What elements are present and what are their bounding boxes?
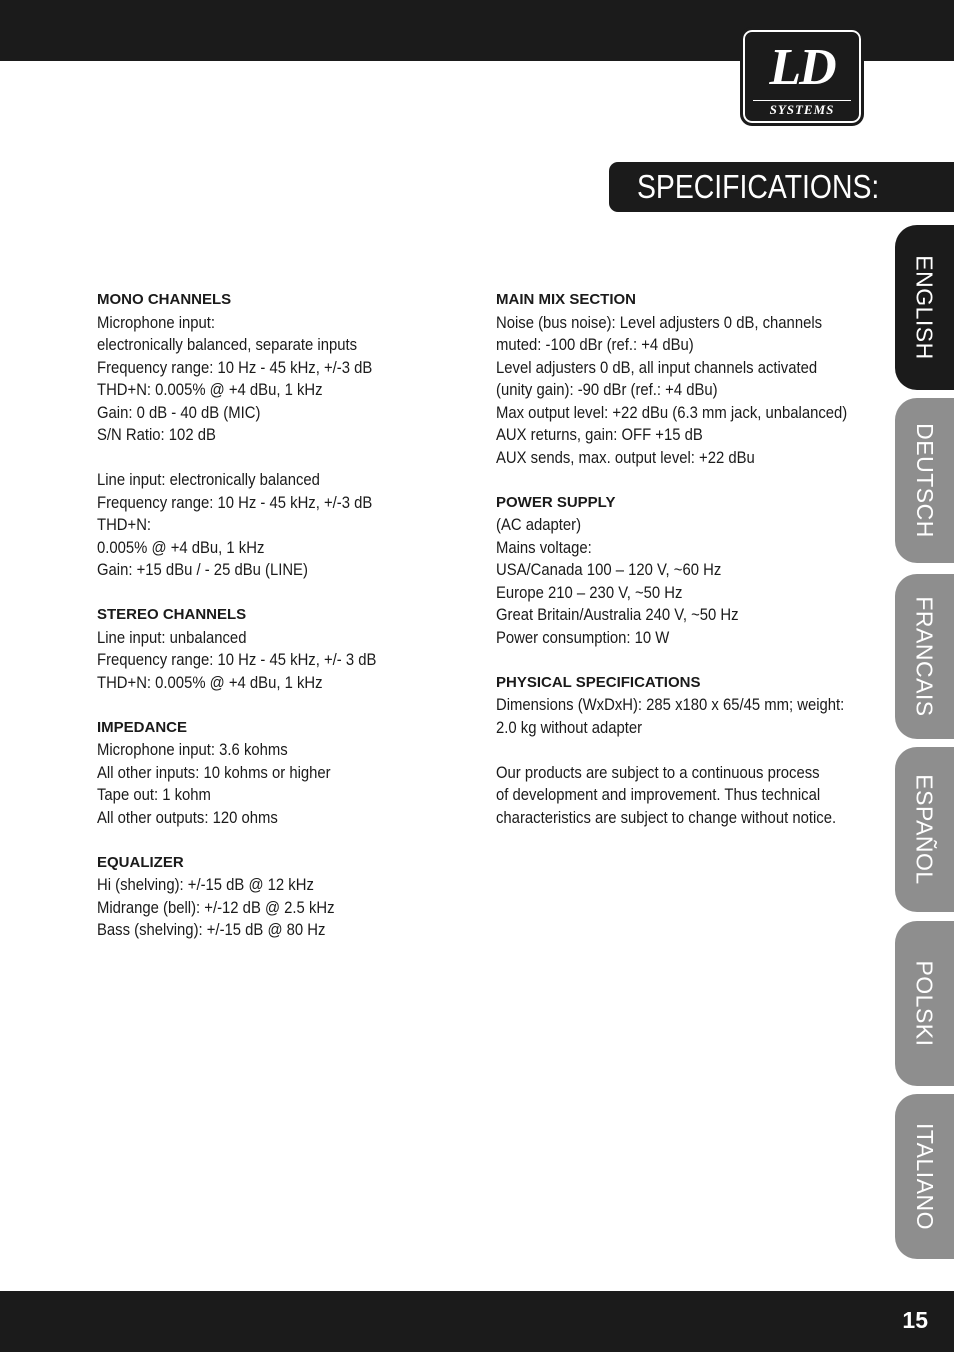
- spec-block: [97, 289, 467, 447]
- spec-line: Microphone input: 3.6 kohms: [97, 741, 288, 759]
- spec-line: Bass (shelving): +/-15 dB @ 80 Hz: [97, 921, 326, 939]
- spec-block-title: EQUALIZER: [97, 853, 184, 871]
- right-spec-column: [496, 289, 876, 852]
- spec-line: S/N Ratio: 102 dB: [97, 426, 216, 444]
- logo-mark: LD: [769, 39, 835, 96]
- spec-line: Mains voltage:: [496, 538, 592, 557]
- tab-label: ENGLISH: [912, 255, 939, 360]
- spec-block: [496, 672, 876, 740]
- spec-line: Level adjusters 0 dB, all input channels activated: [496, 358, 818, 377]
- spec-line: (AC adapter): [496, 516, 582, 534]
- spec-block: [97, 469, 467, 582]
- spec-line: Frequency range: 10 Hz - 45 kHz, +/-3 dB: [97, 493, 373, 512]
- spec-line: Line input: electronically balanced: [97, 471, 320, 489]
- page-number: 15: [902, 1307, 928, 1333]
- spec-block-title: MAIN MIX SECTION: [496, 291, 637, 308]
- spec-block: [496, 492, 876, 650]
- spec-block: [97, 852, 467, 942]
- spec-block: [496, 289, 876, 469]
- tab-italiano[interactable]: [895, 1094, 954, 1259]
- tab-deutsch[interactable]: [895, 398, 954, 563]
- logo-subtitle: SYSTEMS: [753, 100, 851, 118]
- spec-line: THD+N: 0.005% @ +4 dBu, 1 kHz: [97, 381, 323, 399]
- spec-block-title: MONO CHANNELS: [97, 291, 232, 308]
- tab-label: POLSKI: [912, 960, 939, 1047]
- spec-line: Gain: +15 dBu / - 25 dBu (LINE): [97, 561, 308, 579]
- bottom-bar: [0, 1291, 954, 1352]
- spec-line: Microphone input:: [97, 313, 216, 332]
- spec-line: Hi (shelving): +/-15 dB @ 12 kHz: [97, 876, 314, 894]
- spec-line: AUX returns, gain: OFF +15 dB: [496, 426, 703, 444]
- tab-english[interactable]: [895, 225, 954, 390]
- spec-line: THD+N: 0.005% @ +4 dBu, 1 kHz: [97, 673, 323, 692]
- spec-line: (unity gain): -90 dBr (ref.: +4 dBu): [496, 381, 718, 399]
- spec-line: of development and improvement. Thus technical: [496, 786, 821, 804]
- spec-line: Power consumption: 10 W: [496, 628, 670, 647]
- tab-espanol[interactable]: [895, 747, 954, 912]
- spec-line: Tape out: 1 kohm: [97, 786, 211, 804]
- spec-line: 2.0 kg without adapter: [496, 718, 643, 737]
- spec-line: Great Britain/Australia 240 V, ~50 Hz: [496, 606, 739, 624]
- spec-line: All other outputs: 120 ohms: [97, 808, 278, 827]
- spec-block: [496, 762, 876, 830]
- spec-block: [97, 604, 467, 694]
- spec-block: [97, 717, 467, 830]
- tab-label: DEUTSCH: [912, 423, 939, 538]
- tab-label: ESPAÑOL: [912, 774, 939, 885]
- spec-line: Line input: unbalanced: [97, 628, 247, 647]
- spec-line: THD+N:: [97, 516, 152, 534]
- spec-line: Europe 210 – 230 V, ~50 Hz: [496, 583, 683, 602]
- spec-line: Our products are subject to a continuous process: [496, 763, 820, 782]
- spec-line: AUX sends, max. output level: +22 dBu: [496, 448, 755, 467]
- spec-block-title: IMPEDANCE: [97, 718, 188, 736]
- section-heading: [609, 162, 954, 212]
- left-spec-column: [97, 289, 467, 964]
- spec-line: Frequency range: 10 Hz - 45 kHz, +/- 3 dB: [97, 651, 377, 669]
- tab-label: FRANCAIS: [912, 596, 939, 717]
- spec-line: characteristics are subject to change without notice.: [496, 808, 837, 827]
- spec-line: All other inputs: 10 kohms or higher: [97, 763, 331, 782]
- spec-line: Noise (bus noise): Level adjusters 0 dB, channels: [496, 313, 823, 332]
- spec-line: Midrange (bell): +/-12 dB @ 2.5 kHz: [97, 898, 335, 917]
- ld-systems-logo: [740, 27, 864, 126]
- spec-line: Gain: 0 dB - 40 dB (MIC): [97, 403, 261, 422]
- spec-line: Dimensions (WxDxH): 285 x180 x 65/45 mm; weight:: [496, 696, 845, 714]
- spec-block-title: STEREO CHANNELS: [97, 606, 247, 623]
- section-title: SPECIFICATIONS:: [637, 168, 880, 205]
- tab-francais[interactable]: [895, 574, 954, 739]
- tab-polski[interactable]: [895, 921, 954, 1086]
- spec-line: electronically balanced, separate inputs: [97, 336, 358, 354]
- spec-line: USA/Canada 100 – 120 V, ~60 Hz: [496, 561, 722, 579]
- spec-block-title: POWER SUPPLY: [496, 493, 616, 511]
- tab-label: ITALIANO: [912, 1122, 939, 1231]
- spec-line: 0.005% @ +4 dBu, 1 kHz: [97, 538, 265, 557]
- spec-line: Frequency range: 10 Hz - 45 kHz, +/-3 dB: [97, 358, 373, 377]
- spec-line: Max output level: +22 dBu (6.3 mm jack, unbalanced): [496, 403, 848, 422]
- spec-line: muted: -100 dBr (ref.: +4 dBu): [496, 336, 694, 354]
- spec-block-title: PHYSICAL SPECIFICATIONS: [496, 673, 701, 691]
